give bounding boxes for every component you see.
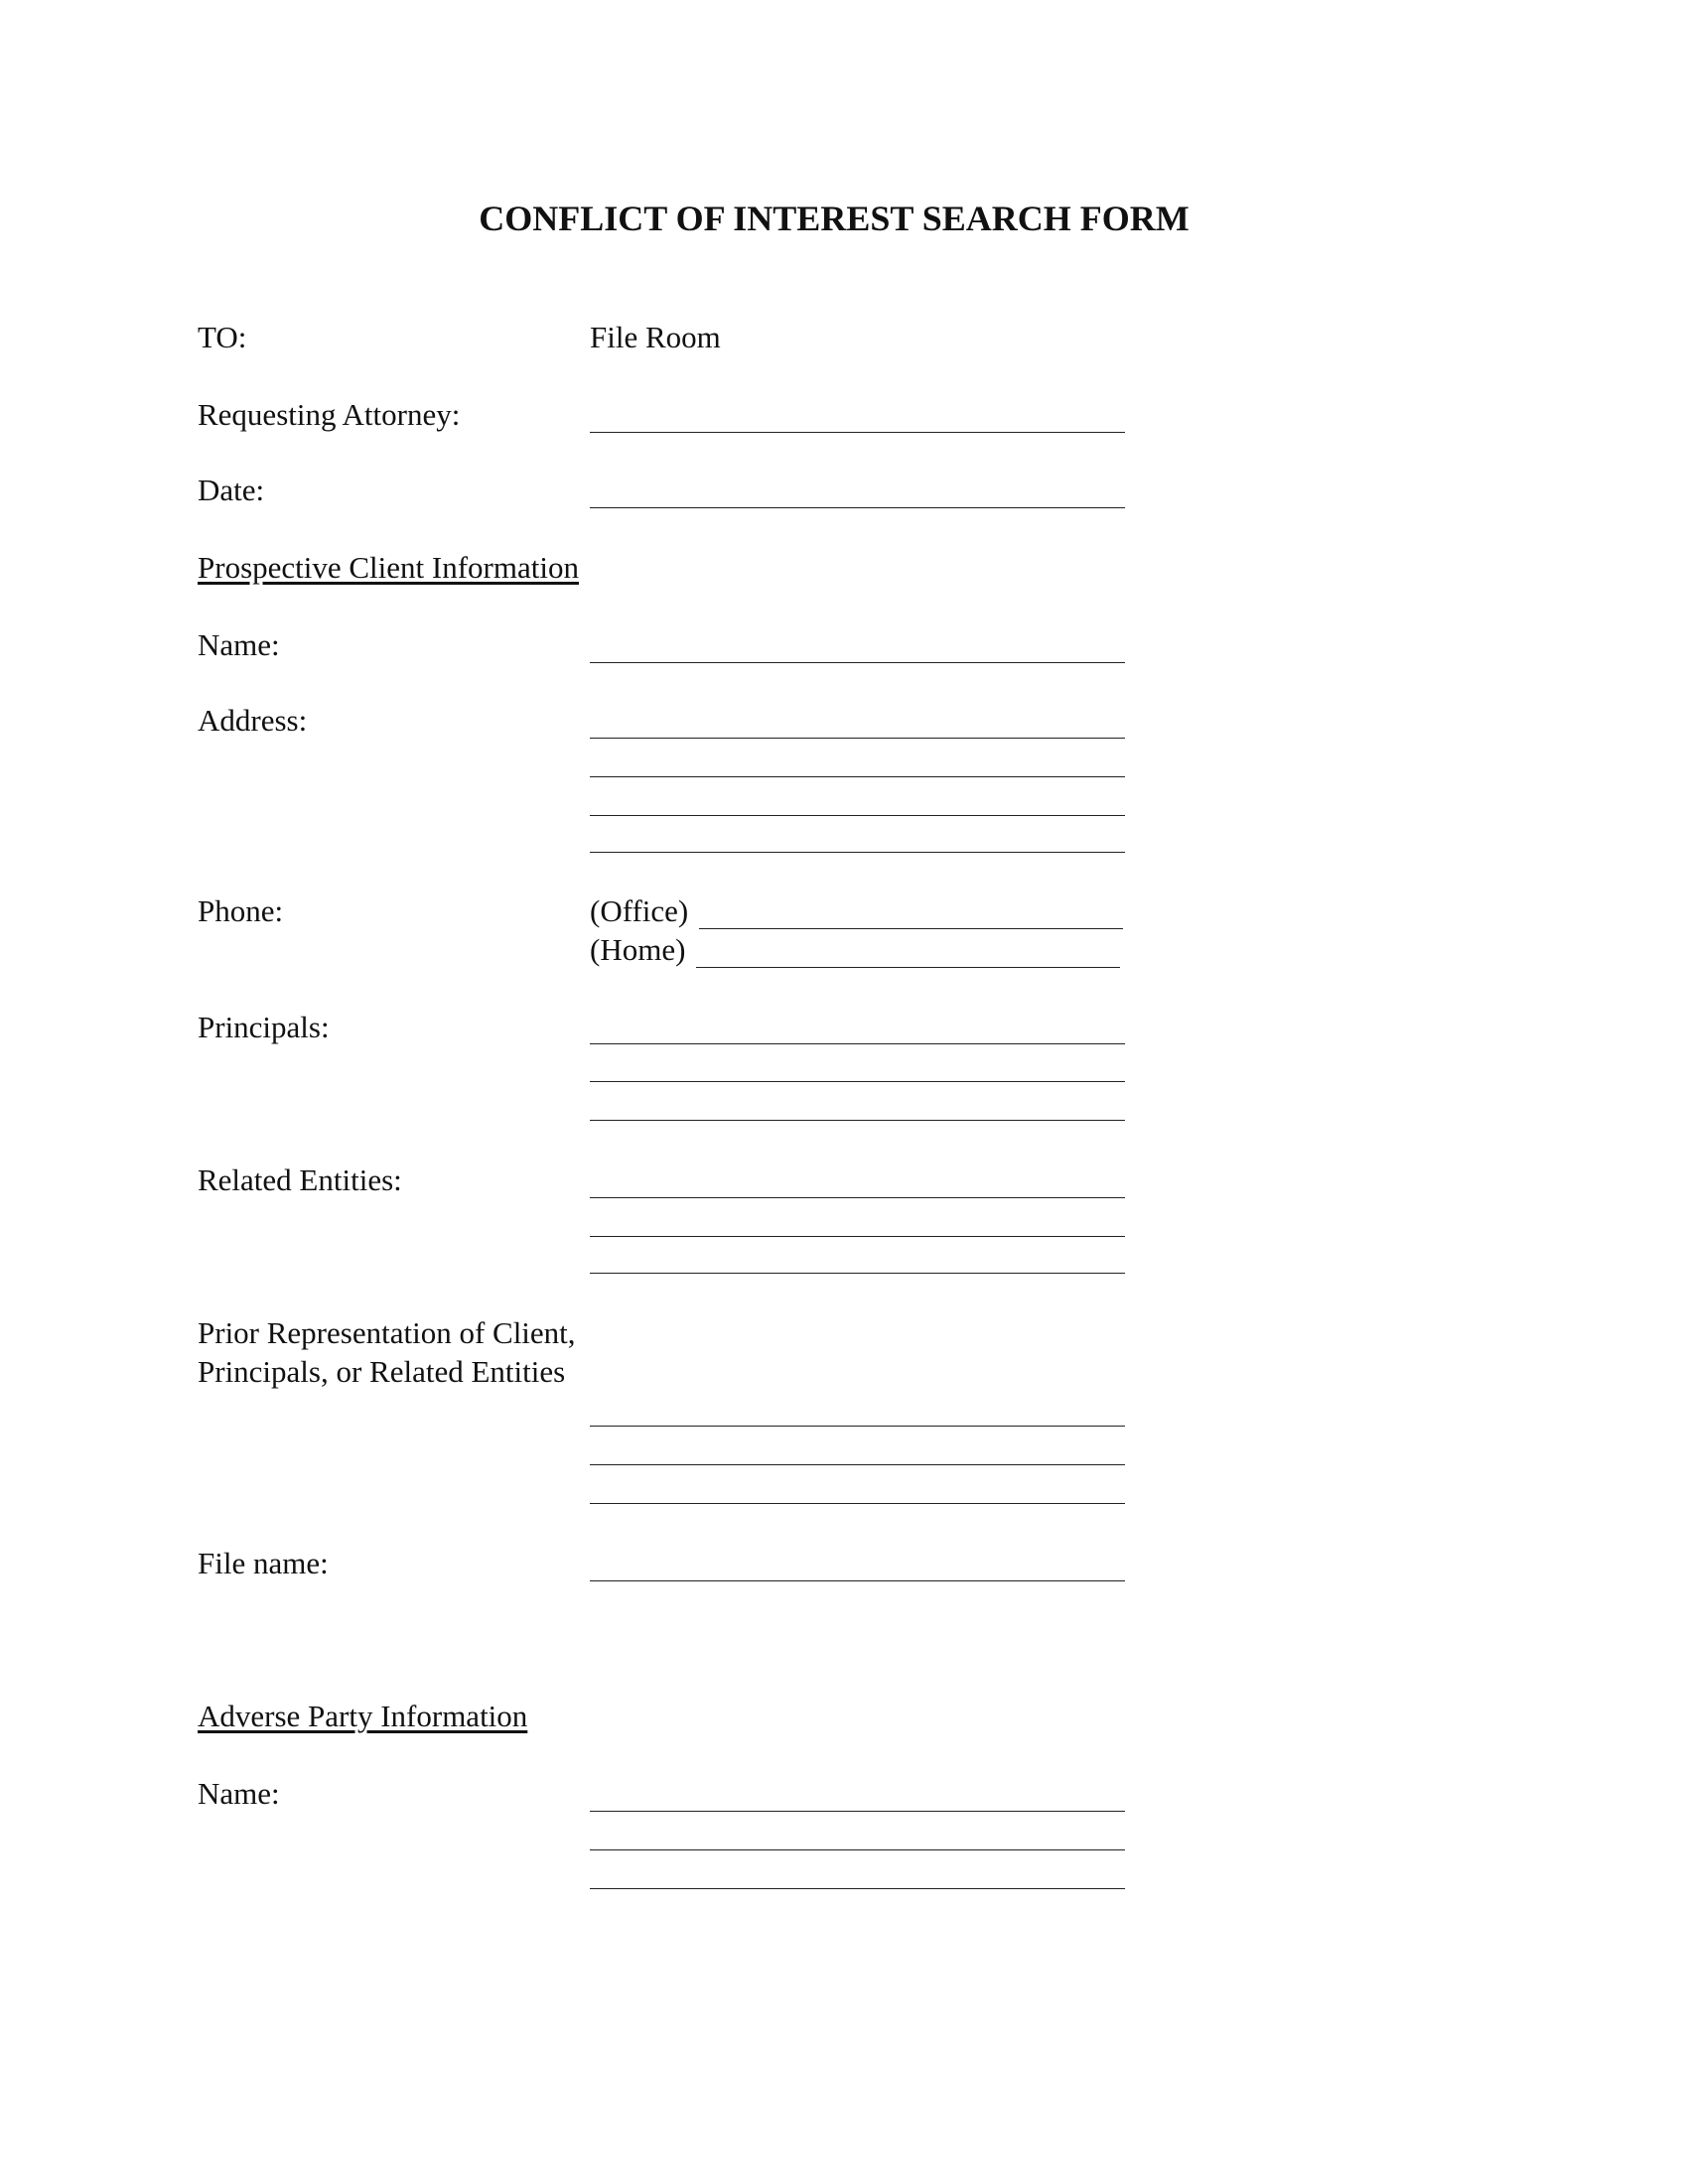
adverse-name-field-2[interactable] — [590, 1849, 1125, 1850]
name-label: Name: — [198, 627, 280, 662]
address-field-4[interactable] — [590, 852, 1125, 853]
related-entities-field-1[interactable] — [590, 1197, 1125, 1198]
address-field-3[interactable] — [590, 815, 1125, 816]
related-entities-label: Related Entities: — [198, 1162, 402, 1197]
file-name-field[interactable] — [590, 1580, 1125, 1581]
prior-representation-field-3[interactable] — [590, 1503, 1125, 1504]
prior-representation-label-1: Prior Representation of Client, — [198, 1315, 576, 1350]
adverse-name-field-1[interactable] — [590, 1811, 1125, 1812]
address-field-1[interactable] — [590, 738, 1125, 739]
related-entities-field-3[interactable] — [590, 1273, 1125, 1274]
name-field[interactable] — [590, 662, 1125, 663]
principals-field-1[interactable] — [590, 1043, 1125, 1044]
adverse-name-label: Name: — [198, 1776, 280, 1811]
adverse-name-field-3[interactable] — [590, 1888, 1125, 1889]
principals-field-3[interactable] — [590, 1120, 1125, 1121]
to-value: File Room — [590, 320, 721, 354]
phone-home-field[interactable] — [696, 967, 1120, 968]
prospective-client-heading: Prospective Client Information — [198, 550, 579, 585]
adverse-party-heading: Adverse Party Information — [198, 1699, 528, 1733]
file-name-label: File name: — [198, 1546, 329, 1580]
phone-office-field[interactable] — [699, 928, 1123, 929]
principals-field-2[interactable] — [590, 1081, 1125, 1082]
address-field-2[interactable] — [590, 776, 1125, 777]
prior-representation-field-2[interactable] — [590, 1464, 1125, 1465]
requesting-attorney-field[interactable] — [590, 432, 1125, 433]
phone-label: Phone: — [198, 893, 284, 928]
date-label: Date: — [198, 473, 265, 507]
related-entities-field-2[interactable] — [590, 1236, 1125, 1237]
prior-representation-label-2: Principals, or Related Entities — [198, 1354, 566, 1389]
principals-label: Principals: — [198, 1010, 330, 1044]
page-title: CONFLICT OF INTEREST SEARCH FORM — [479, 199, 1190, 238]
address-label: Address: — [198, 703, 308, 738]
prior-representation-field-1[interactable] — [590, 1426, 1125, 1427]
phone-home-label: (Home) — [590, 932, 686, 967]
date-field[interactable] — [590, 507, 1125, 508]
to-label: TO: — [198, 320, 247, 354]
requesting-attorney-label: Requesting Attorney: — [198, 397, 461, 432]
phone-office-label: (Office) — [590, 893, 689, 928]
